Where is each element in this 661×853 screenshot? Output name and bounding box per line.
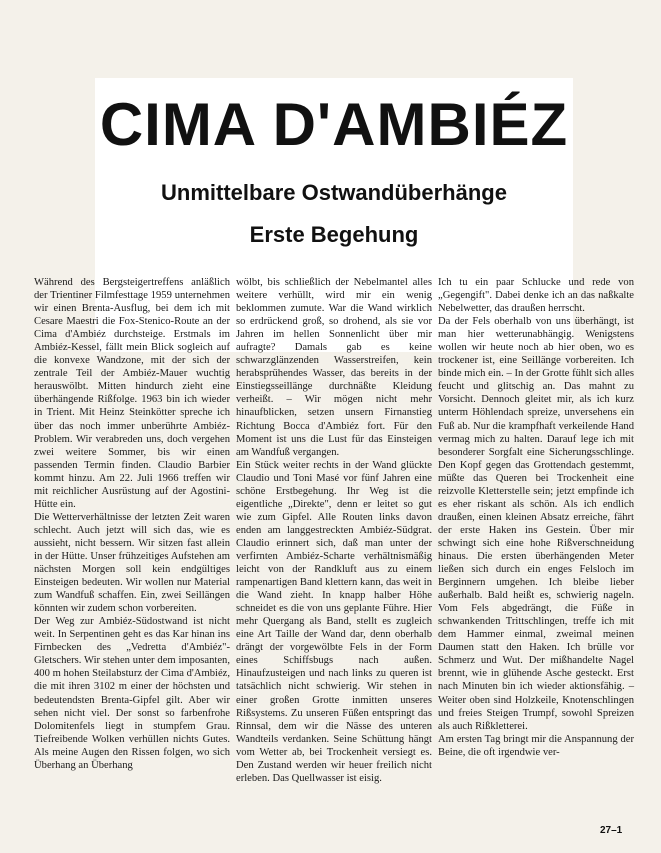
page-number: 27–1 xyxy=(600,825,623,836)
subtitle-line-1: Unmittelbare Ostwandüberhänge xyxy=(161,180,507,205)
paragraph: Ich tu ein paar Schlucke und rede von „Gegengift". Dabei denke ich an das naßkalte Nebelwetter, das draußen herrscht. xyxy=(438,277,634,315)
paragraph: Am ersten Tag bringt mir die Anspannung der Beine, die oft irgendwie ver- xyxy=(438,733,634,758)
paragraph: Der Weg zur Ambiéz-Südostwand ist nicht weit. In Serpentinen geht es das Kar hinan ins Firnbecken des „Vedretta d'Ambiéz"-Gletschers. Wir stehen unter dem imposanten, 400 m hohen Steilabsturz der Cima d'Ambiéz, die mit ihren 3102 m einer der höchsten und bedeutendsten Brenta-Gipfel gilt. Aber wir sehen nicht viel. Der sonst so farbenfrohe Dolomitenfels liegt in stumpfem Grau. Tiefreibende Wolken verhüllen nichts Gutes. Als meine Augen den Rissen folgen, wo sich Überhang an Überhang xyxy=(34,616,230,771)
paragraph: Da der Fels oberhalb von uns überhängt, ist man hier wetterunabhängig. Wenigstens wollen wir heute noch ab hier oben, wo es trockener ist, eine Seillänge vorbereiten. Ich binde mich ein. – In der Grotte fühlt sich alles feucht und glitschig an. Das mahnt zu Vorsicht. Dennoch gleitet mir, als ich kurz unterm Höhlendach spreize, unversehens ein Fuß ab. Nur die krampfhaft verkeilende Hand vermag mich zu halten. Darauf lege ich mit besonderer Sorgfalt eine Sicherungsschlinge. Den Kopf gegen das Grottendach gestemmt, müßte das Queren bei Trockenheit eine reizvolle Kletterstelle sein; jetzt empfinde ich es eher riskant als schön. Als ich endlich draußen, einen kleinen Absatz erreiche, fährt der erste Haken ins Gestein. Über mir schwingt sich eine hohe Rißverschneidung hinaus. Die ersten überhängenden Meter ließen sich durch ein enges Felsloch im Berginnern umgehen. Ich bleibe lieber außerhalb. Bald heißt es, schwierig nageln. Vom Fels abgedrängt, die Füße in schwankenden Trittschlingen, treffe ich mit dem Hammer einmal, zweimal meinen Daumen statt den Haken. Ich brülle vor Schmerz und Wut. Der mißhandelte Nagel brennt, wie in glühende Asche gesteckt. Erst nach Minuten bin ich wieder aktionsfähig. – Weiter oben sind Holzkeile, Knotenschlingen und freies Steigen Trumpf, sowohl Spreizen als auch Rißkletterei. xyxy=(438,316,634,732)
text-column-2 xyxy=(236,276,432,785)
subtitle-line-2: Erste Begehung xyxy=(249,222,419,247)
paragraph: Die Wetterverhältnisse der letzten Zeit waren schlecht. Auch jetzt will sich das, wie es aussieht, nicht bessern. Wir sitzen fast allein in der Hütte. Unser frühzeitiges Aufstehen am nächsten Morgen soll kein endgültiges Einsteigen bedeuten. Wir wollen nur Material zum Wandfuß schaffen. Ein, zwei Seillängen könnten wir zudem schon vorbereiten. xyxy=(34,511,230,615)
paragraph: Während des Bergsteigertreffens anläßlich der Trientiner Filmfesttage 1959 unternehmen wir einen Brenta-Ausflug, bei dem ich mit Cesare Maestri die Fox-Stenico-Route an der Cima d'Ambiéz durchsteige. Erstmals im Ambiéz-Kessel, fällt mein Blick sogleich auf die konvexe Wandzone, mit der sich der zentrale Teil der Ambiéz-Mauer wuchtig herauswölbt. Mitten hindurch zieht eine überhängende Rißfolge. 1963 bin ich wieder in Trient. Mit Heinz Steinkötter spreche ich über das noch immer unberührte Ambiéz-Problem. Wir verabreden uns, doch vergehen zwei weitere Sommer, bis wir einen passenden Termin finden. Claudio Barbier kommt hinzu. Am 22. Juli 1966 treffen wir mit reichlicher Ausrüstung auf der Agostini-Hütte ein. xyxy=(34,277,230,510)
text-column-1 xyxy=(34,276,230,772)
paragraph: Ein Stück weiter rechts in der Wand glückte Claudio und Toni Masé vor fünf Jahren eine schöne Erstbegehung. Ihr Weg ist die eigentliche „Direkte", denn er leitet so gut wie zum Gipfel. Alle Routen links davon enden am langgestreckten Ambiéz-Südgrat. Claudio erinnert sich, daß man unter der verfirnten Ambiéz-Scharte verhältnismäßig leicht von der Randkluft aus zu einem rampenartigen Band klettern kann, das weit in die Wand zieht. In knapp halber Höhe schneidet es die von uns geplante Führe. Hier mehr Quergang als Band, stellt es zugleich eine Art Taille der Wand dar, denn oberhalb drängt der vorgewölbte Fels in der Form eines Schiffsbugs nach außen. Hinaufzusteigen und nach links zu queren ist tatsächlich nicht schwierig. Wir stehen in einer großen Grotte inmitten unseres Rißsystems. Zu unseren Füßen entspringt das Rinnsal, dem wir die Nässe des unteren Wandteils verdanken. Seine Schüttung hängt vom Wetter ab, bei Trockenheit versiegt es. Den Zustand werden wir heuer freilich nicht erleben. Das Quellwasser ist eisig. xyxy=(236,459,432,784)
page-title: CIMA D'AMBIÉZ xyxy=(99,91,569,158)
text-column-3 xyxy=(438,276,634,759)
paragraph: wölbt, bis schließlich der Nebelmantel alles weitere verhüllt, wird mir ein wenig beklommen zumute. War die Wand wirklich so erdrückend groß, so drohend, als sie vor Jahren im hellen Sonnenlicht über mir aufragte? Damals gab es keine schwarzglänzenden Wasserstreifen, kein herabsprühendes Wasser, das bereits in der Einstiegsseillänge durchnäßte Kleidung verheißt. – Wir mögen nicht mehr hinaufblicken, setzen unsern Firnanstieg Richtung Bocca d'Ambiéz fort. Für den Moment ist uns die Lust für das Einsteigen am Wandfuß vergangen. xyxy=(236,277,432,458)
